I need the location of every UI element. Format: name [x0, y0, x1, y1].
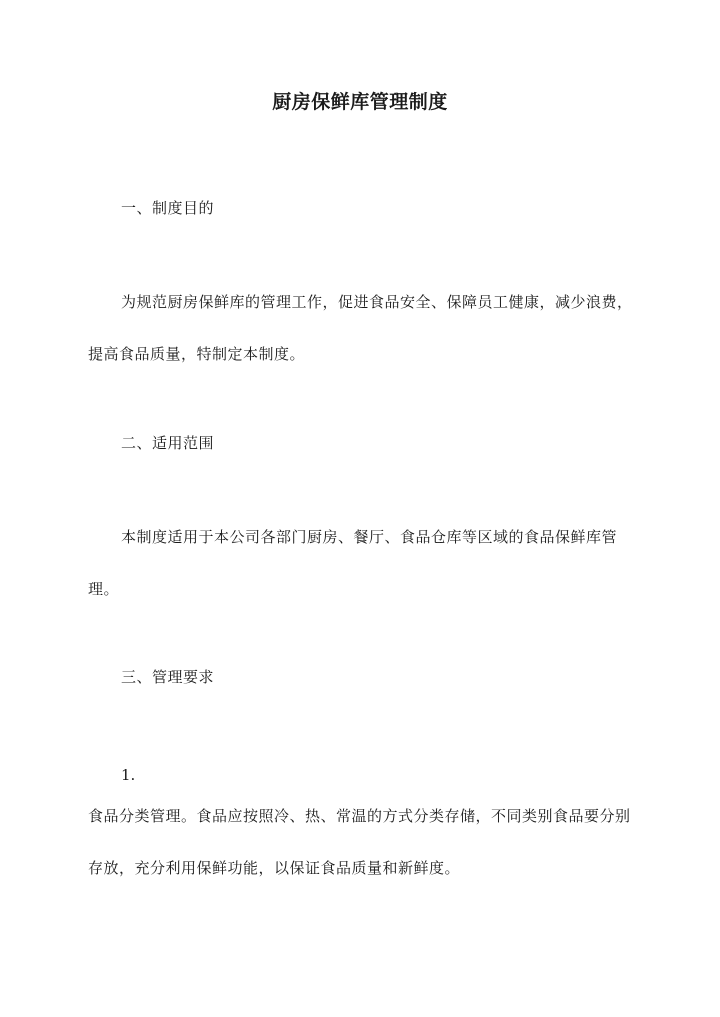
section-body-purpose: 为规范厨房保鲜库的管理工作，促进食品安全、保障员工健康，减少浪费，提高食品质量，特制定本制度。 [88, 293, 633, 363]
list-item-text: 食品分类管理。食品应按照冷、热、常温的方式分类存储，不同类别食品要分别存放，充分利用保鲜功能，以保证食品质量和新鲜度。 [88, 807, 631, 877]
document-title: 厨房保鲜库管理制度 [272, 91, 448, 113]
section-heading-requirements: 三、管理要求 [121, 668, 215, 686]
section-heading-scope: 二、适用范围 [121, 434, 215, 452]
section-body-scope: 本制度适用于本公司各部门厨房、餐厅、食品仓库等区域的食品保鲜库管理。 [88, 528, 618, 598]
list-item-number: 1. [121, 766, 136, 784]
section-heading-purpose: 一、制度目的 [121, 199, 215, 217]
